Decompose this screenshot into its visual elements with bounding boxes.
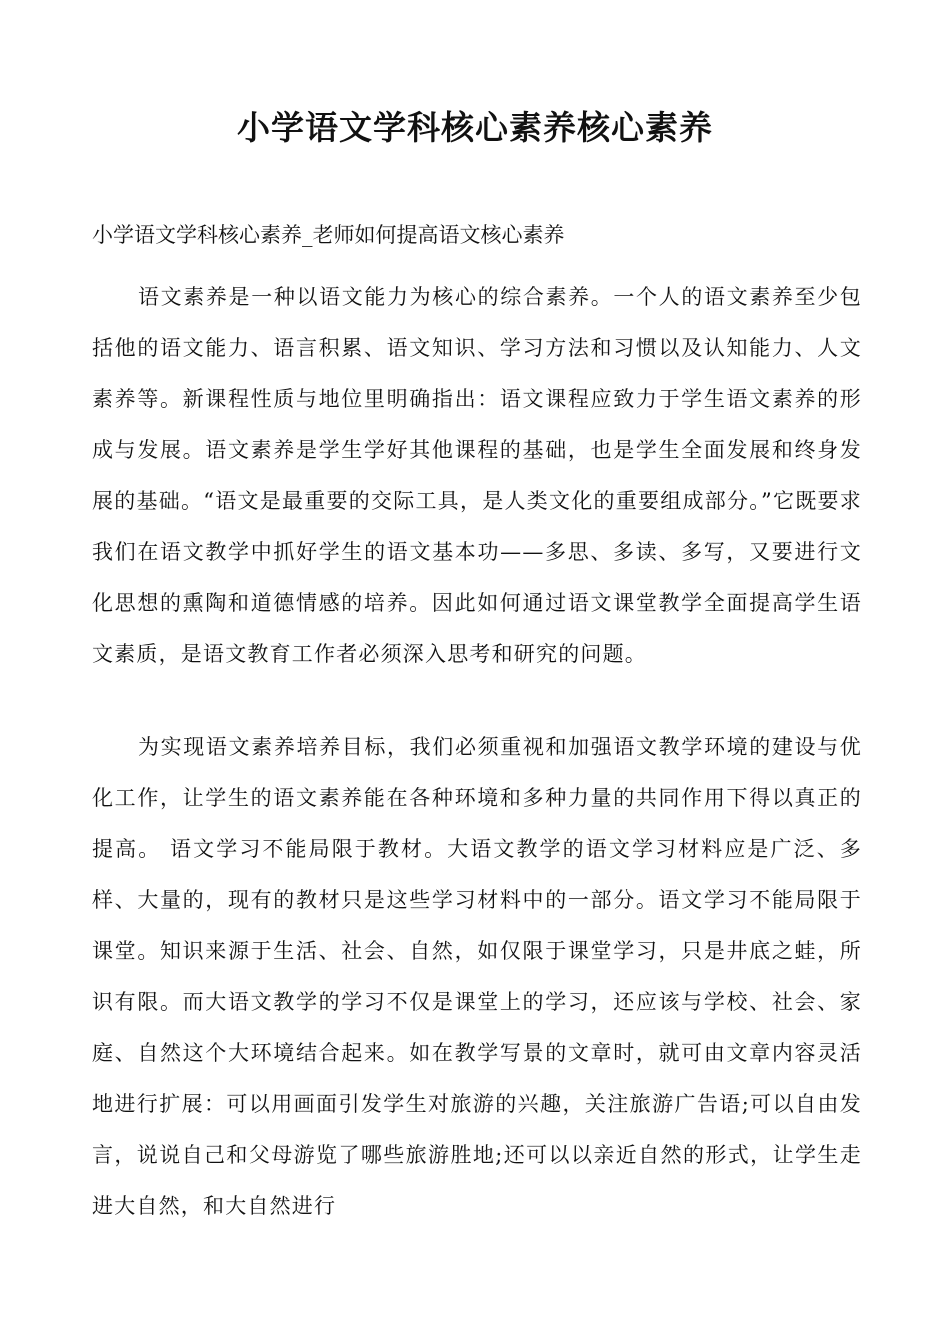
document-subtitle: 小学语文学科核心素养_老师如何提高语文核心素养	[92, 223, 565, 247]
body-paragraph-1: 语文素养是一种以语文能力为核心的综合素养。一个人的语文素养至少包括他的语文能力、语言积累、语文知识、学习方法和习惯以及认知能力、人文素养等。新课程性质与地位里明确指出：语文课程应致力于学生语文素养的形成与发展。语文素养是学生学好其他课程的基础，也是学生全面发展和终身发展的基础。“语文是最重要的交际工具，是人类文化的重要组成部分。”它既要求我们在语文教学中抓好学生的语文基本功——多思、多读、多写，又要进行文化思想的熏陶和道德情感的培养。因此如何通过语文课堂教学全面提高学生语文素质，是语文教育工作者必须深入思考和研究的问题。	[92, 285, 862, 666]
document-title: 小学语文学科核心素养核心素养	[237, 108, 713, 147]
body-paragraph-2: 为实现语文素养培养目标，我们必须重视和加强语文教学环境的建设与优化工作，让学生的语文素养能在各种环境和多种力量的共同作用下得以真正的提高。 语文学习不能局限于教材。大语文教学的语文学习材料应是广泛、多样、大量的，现有的教材只是这些学习材料中的一部分。语文学习不能局限于课堂。知识来源于生活、社会、自然，如仅限于课堂学习，只是井底之蛙，所识有限。而大语文教学的学习不仅是课堂上的学习，还应该与学校、社会、家庭、自然这个大环境结合起来。如在教学写景的文章时，就可由文章内容灵活地进行扩展：可以用画面引发学生对旅游的兴趣，关注旅游广告语;可以自由发言，说说自己和父母游览了哪些旅游胜地;还可以以亲近自然的形式，让学生走进大自然，和大自然进行	[92, 735, 862, 1218]
